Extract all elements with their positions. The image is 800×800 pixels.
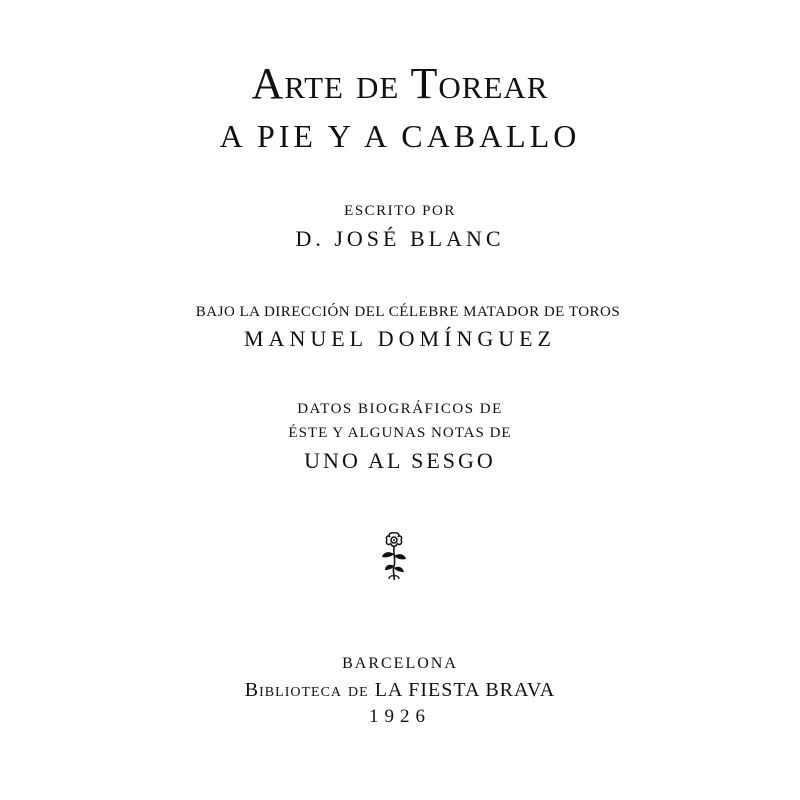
notes-line-2: ÉSTE Y ALGUNAS NOTAS DE [288,425,512,441]
direction-label: BAJO LA DIRECCIÓN DEL CÉLEBRE MATADOR DE TOROS [195,304,621,320]
book-title: Arte de Torear [251,59,549,108]
notes-line-1: DATOS BIOGRÁFICOS DE [297,401,503,417]
book-subtitle: A PIE Y A CABALLO [219,118,581,154]
written-by-label: ESCRITO POR [344,203,456,219]
floral-ornament-icon [377,530,411,582]
publisher-name: LA FIESTA BRAVA [374,679,556,701]
publisher-line [0,680,800,700]
publisher-prefix: Biblioteca de [244,679,369,701]
notes-author: UNO AL SESGO [304,448,496,473]
publication-year: 1926 [369,706,431,727]
matador-name: MANUEL DOMÍNGUEZ [244,326,556,351]
publication-city: BARCELONA [342,655,458,672]
author-name: D. JOSÉ BLANC [295,226,505,251]
